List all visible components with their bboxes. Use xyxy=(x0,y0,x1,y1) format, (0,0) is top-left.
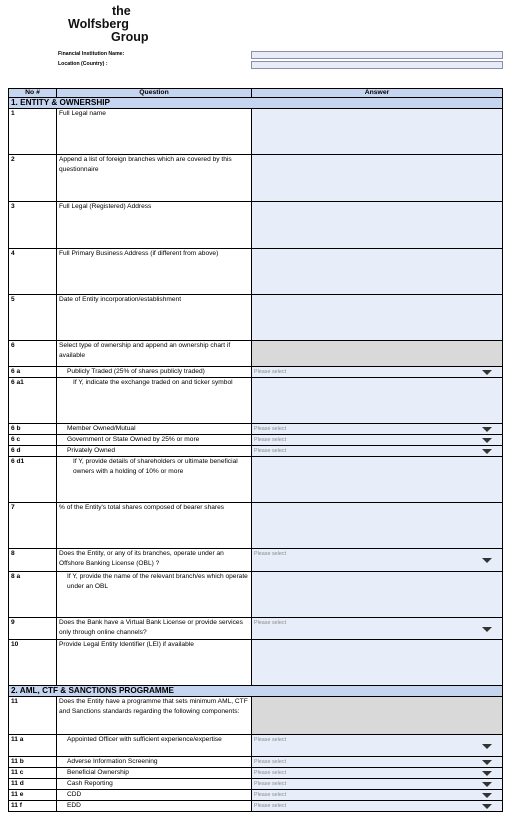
dropdown-arrow-icon xyxy=(482,449,492,454)
answer-select[interactable] xyxy=(252,735,503,757)
row-question: Full Legal (Registered) Address xyxy=(57,202,252,249)
row-number: 2 xyxy=(9,155,57,202)
table-row xyxy=(9,549,503,572)
table-row xyxy=(9,109,503,155)
row-question-text: Beneficial Ownership xyxy=(67,769,129,776)
row-number: 6 c xyxy=(9,435,57,446)
table-row xyxy=(9,295,503,341)
select-placeholder: Please select xyxy=(254,551,287,557)
row-number: 10 xyxy=(9,640,57,686)
table-row xyxy=(9,249,503,295)
select-placeholder: Please select xyxy=(254,620,287,626)
row-number: 6 a xyxy=(9,367,57,378)
select-placeholder: Please select xyxy=(254,737,287,743)
row-question-text: If Y, indicate the exchange traded on and ticker symbol xyxy=(73,379,233,386)
row-number: 11 f xyxy=(9,801,57,812)
row-question: Does the Entity, or any of its branches, operate under an Offshore Banking License (OBL) ? xyxy=(57,549,252,572)
questionnaire-table xyxy=(8,88,503,812)
fi-name-field[interactable] xyxy=(251,51,503,59)
answer-field[interactable] xyxy=(252,457,503,503)
answer-field[interactable] xyxy=(252,503,503,549)
select-placeholder: Please select xyxy=(254,759,287,765)
row-question-text: Government or State Owned by 25% or more xyxy=(67,436,200,443)
col-question-header: Question xyxy=(57,89,252,98)
row-number: 8 xyxy=(9,549,57,572)
row-question xyxy=(57,768,252,779)
dropdown-arrow-icon xyxy=(482,744,492,749)
answer-select[interactable] xyxy=(252,435,503,446)
location-label: Location (Country) : xyxy=(58,61,108,67)
table-row xyxy=(9,424,503,435)
row-question: Does the Entity have a programme that sets minimum AML, CTF and Sanctions standards regarding the following components: xyxy=(57,697,252,735)
logo-line-2: Wolfsberg xyxy=(68,17,129,31)
table-row xyxy=(9,446,503,457)
table-row xyxy=(9,757,503,768)
logo-line-1: the xyxy=(112,4,131,18)
row-question-text: Cash Reporting xyxy=(67,780,113,787)
table-row xyxy=(9,618,503,640)
table-row xyxy=(9,572,503,618)
section-title: 1. ENTITY & OWNERSHIP xyxy=(9,98,503,109)
fi-name-label: Financial Institution Name: xyxy=(58,51,125,57)
row-question: Append a list of foreign branches which are covered by this questionnaire xyxy=(57,155,252,202)
row-number: 6 xyxy=(9,341,57,367)
row-number: 6 d1 xyxy=(9,457,57,503)
answer-select[interactable] xyxy=(252,790,503,801)
location-field[interactable] xyxy=(251,61,503,69)
row-number: 11 xyxy=(9,697,57,735)
dropdown-arrow-icon xyxy=(482,782,492,787)
col-answer-header: Answer xyxy=(252,89,503,98)
dropdown-arrow-icon xyxy=(482,627,492,632)
section-title: 2. AML, CTF & SANCTIONS PROGRAMME xyxy=(9,686,503,697)
dropdown-arrow-icon xyxy=(482,427,492,432)
table-row xyxy=(9,457,503,503)
row-question: Date of Entity incorporation/establishment xyxy=(57,295,252,341)
table-row xyxy=(9,801,503,812)
row-question-text: EDD xyxy=(67,802,81,809)
answer-select[interactable] xyxy=(252,768,503,779)
row-number: 5 xyxy=(9,295,57,341)
row-number: 11 b xyxy=(9,757,57,768)
row-question xyxy=(57,572,252,618)
answer-field-disabled xyxy=(252,341,503,367)
section-header-aml-ctf-sanctions xyxy=(9,686,503,697)
row-question xyxy=(57,790,252,801)
row-question: % of the Entity's total shares composed of bearer shares xyxy=(57,503,252,549)
col-no-header: No # xyxy=(9,89,57,98)
table-row xyxy=(9,697,503,735)
row-question: Full Primary Business Address (if different from above) xyxy=(57,249,252,295)
table-row xyxy=(9,779,503,790)
row-question-text: Adverse Information Screening xyxy=(67,758,158,765)
select-placeholder: Please select xyxy=(254,770,287,776)
row-question-text: CDD xyxy=(67,791,82,798)
row-number: 6 b xyxy=(9,424,57,435)
answer-field[interactable] xyxy=(252,155,503,202)
answer-select[interactable] xyxy=(252,549,503,572)
row-number: 6 d xyxy=(9,446,57,457)
dropdown-arrow-icon xyxy=(482,558,492,563)
dropdown-arrow-icon xyxy=(482,438,492,443)
select-placeholder: Please select xyxy=(254,426,287,432)
table-row xyxy=(9,155,503,202)
row-question xyxy=(57,378,252,424)
row-question: Full Legal name xyxy=(57,109,252,155)
dropdown-arrow-icon xyxy=(482,793,492,798)
table-row xyxy=(9,768,503,779)
row-question xyxy=(57,757,252,768)
row-question-text: Appointed Officer with sufficient experience/expertise xyxy=(67,736,222,743)
answer-field[interactable] xyxy=(252,378,503,424)
row-question xyxy=(57,779,252,790)
section-header-entity-ownership xyxy=(9,98,503,109)
wolfsberg-logo xyxy=(68,5,149,44)
answer-select[interactable] xyxy=(252,757,503,768)
row-question xyxy=(57,446,252,457)
table-row xyxy=(9,378,503,424)
row-number: 11 c xyxy=(9,768,57,779)
select-placeholder: Please select xyxy=(254,781,287,787)
row-question-text: Member Owned/Mutual xyxy=(67,425,136,432)
row-question xyxy=(57,424,252,435)
row-question: Provide Legal Entity Identifier (LEI) if available xyxy=(57,640,252,686)
row-question: Select type of ownership and append an ownership chart if available xyxy=(57,341,252,367)
answer-field[interactable] xyxy=(252,572,503,618)
row-number: 1 xyxy=(9,109,57,155)
logo-line-3: Group xyxy=(111,30,149,44)
row-question xyxy=(57,435,252,446)
row-question xyxy=(57,457,252,503)
answer-field[interactable] xyxy=(252,202,503,249)
select-placeholder: Please select xyxy=(254,803,287,809)
answer-select[interactable] xyxy=(252,801,503,812)
row-number: 9 xyxy=(9,618,57,640)
answer-field[interactable] xyxy=(252,249,503,295)
select-placeholder: Please select xyxy=(254,792,287,798)
row-number: 11 d xyxy=(9,779,57,790)
row-question-text: If Y, provide the name of the relevant branch/es which operate under an OBL xyxy=(67,573,248,590)
dropdown-arrow-icon xyxy=(482,804,492,809)
table-row xyxy=(9,202,503,249)
dropdown-arrow-icon xyxy=(482,760,492,765)
select-placeholder: Please select xyxy=(254,369,287,375)
table-row xyxy=(9,367,503,378)
row-question-text: If Y, provide details of shareholders or ultimate beneficial owners with a holding of 10% or more xyxy=(73,458,238,475)
row-question xyxy=(57,801,252,812)
table-row xyxy=(9,790,503,801)
table-row xyxy=(9,435,503,446)
row-question: Does the Bank have a Virtual Bank License or provide services only through online channels? xyxy=(57,618,252,640)
row-number: 3 xyxy=(9,202,57,249)
answer-field[interactable] xyxy=(252,109,503,155)
row-question xyxy=(57,735,252,757)
row-number: 8 a xyxy=(9,572,57,618)
dropdown-arrow-icon xyxy=(482,771,492,776)
table-row xyxy=(9,341,503,367)
row-question xyxy=(57,367,252,378)
answer-field[interactable] xyxy=(252,640,503,686)
row-number: 11 a xyxy=(9,735,57,757)
answer-select[interactable] xyxy=(252,446,503,457)
table-row xyxy=(9,503,503,549)
answer-select[interactable] xyxy=(252,367,503,378)
row-number: 11 e xyxy=(9,790,57,801)
row-question-text: Privately Owned xyxy=(67,447,116,454)
select-placeholder: Please select xyxy=(254,437,287,443)
answer-select[interactable] xyxy=(252,424,503,435)
answer-field[interactable] xyxy=(252,295,503,341)
row-number: 6 a1 xyxy=(9,378,57,424)
row-question-text: Publicly Traded (25% of shares publicly traded) xyxy=(67,368,205,375)
answer-select[interactable] xyxy=(252,779,503,790)
answer-field-disabled xyxy=(252,697,503,735)
row-number: 4 xyxy=(9,249,57,295)
table-row xyxy=(9,640,503,686)
table-header-row xyxy=(9,89,503,98)
answer-select[interactable] xyxy=(252,618,503,640)
table-row xyxy=(9,735,503,757)
select-placeholder: Please select xyxy=(254,448,287,454)
row-number: 7 xyxy=(9,503,57,549)
dropdown-arrow-icon xyxy=(482,370,492,375)
